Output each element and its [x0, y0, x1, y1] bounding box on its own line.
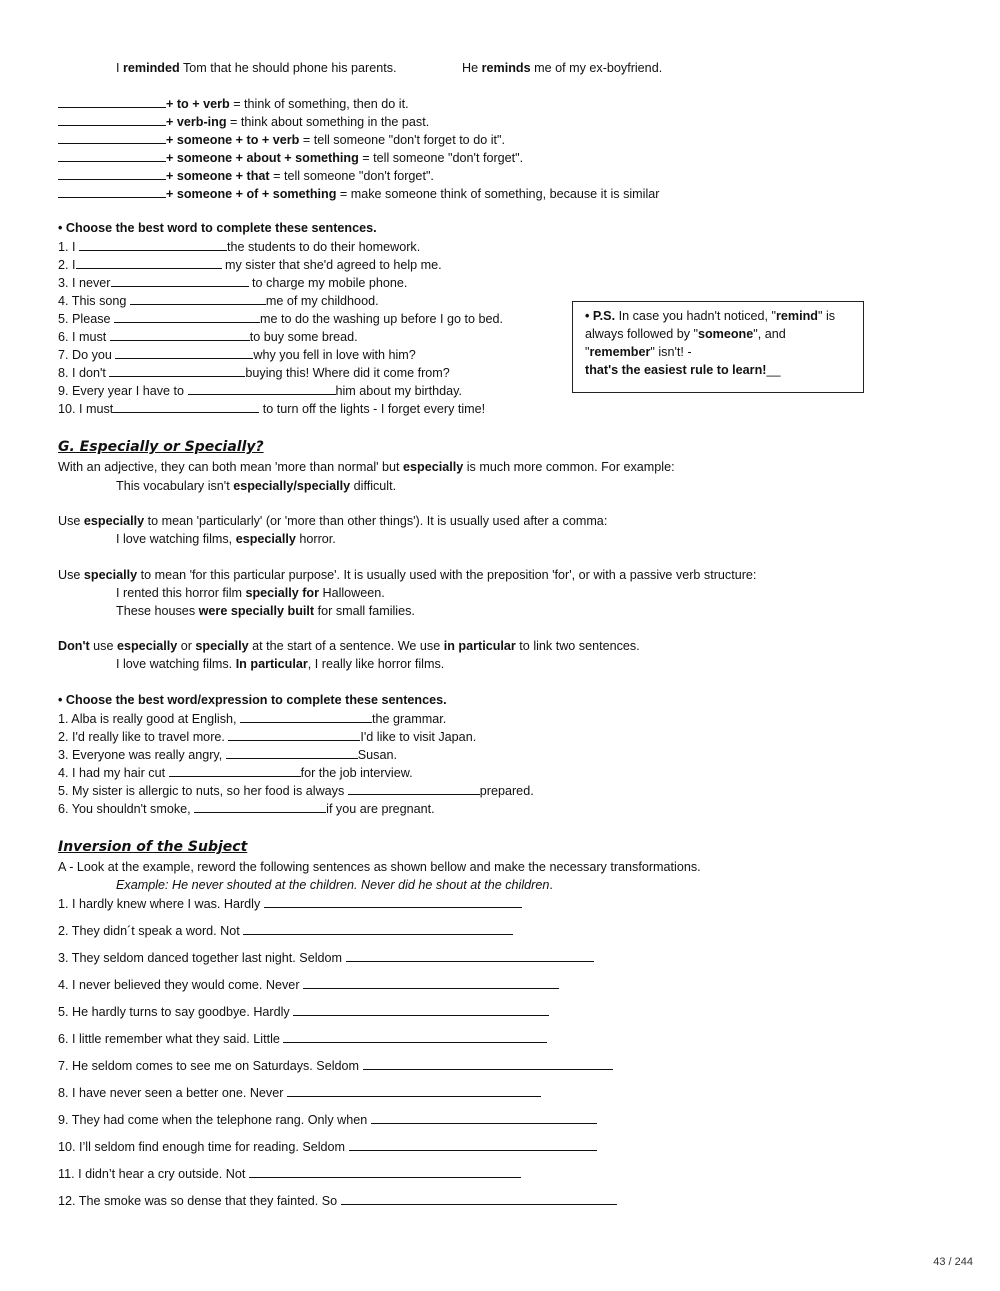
example-sentence: I love watching films. In particular, I really like horror films.	[116, 657, 445, 671]
example-sentence: These houses were specially built for small families.	[116, 604, 415, 618]
exercise-item: 4. This song me of my childhood.	[58, 294, 379, 308]
rewrite-item: 10. I’ll seldom find enough time for reading. Seldom	[58, 1138, 597, 1155]
rewrite-item: 5. He hardly turns to say goodbye. Hardly	[58, 1003, 549, 1020]
example-sentence: Example: He never shouted at the children. Never did he shout at the children.	[116, 878, 553, 892]
exercise-item: 5. Please me to do the washing up before I go to bed.	[58, 312, 503, 326]
rewrite-item: 11. I didn’t hear a cry outside. Not	[58, 1165, 521, 1182]
answer-blank[interactable]	[79, 238, 227, 251]
exercise-item: 4. I had my hair cut for the job interview.	[58, 766, 413, 780]
rewrite-item: 12. The smoke was so dense that they fainted. So	[58, 1192, 617, 1209]
answer-blank[interactable]	[58, 131, 166, 144]
exercise-item: 10. I must to turn off the lights - I forget every time!	[58, 402, 486, 416]
paragraph: Don't use especially or specially at the start of a sentence. We use in particular to link two sentences.	[58, 639, 640, 653]
rewrite-item: 4. I never believed they would come. Never	[58, 976, 559, 993]
exercise-instruction: • Choose the best word to complete these sentences.	[58, 221, 377, 235]
rewrite-item: 7. He seldom comes to see me on Saturdays. Seldom	[58, 1057, 613, 1074]
exercise-item: 2. I my sister that she'd agreed to help me.	[58, 258, 442, 272]
exercise-item: 9. Every year I have to him about my birthday.	[58, 384, 462, 398]
paragraph: With an adjective, they can both mean 'more than normal' but especially is much more common. For example:	[58, 460, 675, 474]
answer-blank[interactable]	[371, 1111, 597, 1124]
answer-blank[interactable]	[109, 364, 245, 377]
pattern-row: + someone + about + something = tell someone "don't forget".	[58, 149, 523, 166]
answer-blank[interactable]	[114, 310, 260, 323]
example-sentence: I love watching films, especially horror.	[116, 532, 336, 546]
rewrite-item: 8. I have never seen a better one. Never	[58, 1084, 541, 1101]
answer-blank[interactable]	[110, 328, 250, 341]
answer-blank[interactable]	[58, 149, 166, 162]
ps-line: that's the easiest rule to learn!__	[585, 363, 781, 377]
answer-blank[interactable]	[363, 1057, 613, 1070]
paragraph: A - Look at the example, reword the following sentences as shown bellow and make the necessary transformations.	[58, 860, 701, 874]
answer-blank[interactable]	[303, 976, 559, 989]
exercise-item: 3. Everyone was really angry, Susan.	[58, 748, 397, 762]
answer-blank[interactable]	[113, 400, 259, 413]
exercise-item: 6. You shouldn't smoke, if you are pregnant.	[58, 802, 435, 816]
example-sentence: This vocabulary isn't especially/specially difficult.	[116, 479, 397, 493]
answer-blank[interactable]	[346, 949, 594, 962]
exercise-item: 3. I never to charge my mobile phone.	[58, 276, 408, 290]
exercise-item: 8. I don't buying this! Where did it come from?	[58, 366, 450, 380]
exercise-item: 1. Alba is really good at English, the grammar.	[58, 712, 447, 726]
answer-blank[interactable]	[169, 764, 301, 777]
exercise-item: 6. I must to buy some bread.	[58, 330, 358, 344]
answer-blank[interactable]	[287, 1084, 541, 1097]
answer-blank[interactable]	[58, 167, 166, 180]
rewrite-item: 9. They had come when the telephone rang. Only when	[58, 1111, 597, 1128]
pattern-row: + verb-ing = think about something in the past.	[58, 113, 429, 130]
example-sentence: I rented this horror film specially for Halloween.	[116, 586, 385, 600]
pattern-row: + someone + of + something = make someone think of something, because it is similar	[58, 185, 659, 202]
answer-blank[interactable]	[349, 1138, 597, 1151]
paragraph: Use specially to mean 'for this particular purpose'. It is usually used with the preposition 'for', or with a passive verb structure:	[58, 568, 757, 582]
answer-blank[interactable]	[115, 346, 253, 359]
answer-blank[interactable]	[341, 1192, 617, 1205]
ps-line: "remember" isn't! -	[585, 345, 692, 359]
section-title-inversion: Inversion of the Subject	[58, 839, 248, 855]
paragraph: Use especially to mean 'particularly' (or 'more than other things'). It is usually used after a comma:	[58, 514, 608, 528]
answer-blank[interactable]	[243, 922, 513, 935]
answer-blank[interactable]	[58, 185, 166, 198]
answer-blank[interactable]	[283, 1030, 547, 1043]
answer-blank[interactable]	[130, 292, 266, 305]
answer-blank[interactable]	[58, 95, 166, 108]
page-number: 43 / 244	[933, 1256, 973, 1268]
exercise-item: 7. Do you why you fell in love with him?	[58, 348, 416, 362]
section-title-especially: G. Especially or Specially?	[58, 439, 264, 455]
answer-blank[interactable]	[194, 800, 326, 813]
exercise-item: 5. My sister is allergic to nuts, so her food is always prepared.	[58, 784, 534, 798]
pattern-row: + someone + that = tell someone "don't forget".	[58, 167, 434, 184]
rewrite-item: 6. I little remember what they said. Little	[58, 1030, 547, 1047]
exercise-item: 2. I'd really like to travel more. I'd like to visit Japan.	[58, 730, 477, 744]
example-reminds: He reminds me of my ex-boyfriend.	[462, 61, 663, 75]
pattern-row: + someone + to + verb = tell someone "don't forget to do it".	[58, 131, 505, 148]
answer-blank[interactable]	[58, 113, 166, 126]
answer-blank[interactable]	[348, 782, 480, 795]
answer-blank[interactable]	[293, 1003, 549, 1016]
answer-blank[interactable]	[249, 1165, 521, 1178]
pattern-row: + to + verb = think of something, then do it.	[58, 95, 409, 112]
rewrite-item: 1. I hardly knew where I was. Hardly	[58, 895, 522, 912]
ps-line: • P.S. In case you hadn't noticed, "remind" is	[585, 309, 836, 323]
answer-blank[interactable]	[228, 728, 360, 741]
ps-line: always followed by "someone", and	[585, 327, 786, 341]
answer-blank[interactable]	[76, 256, 222, 269]
answer-blank[interactable]	[226, 746, 358, 759]
answer-blank[interactable]	[240, 710, 372, 723]
exercise-item: 1. I the students to do their homework.	[58, 240, 421, 254]
answer-blank[interactable]	[188, 382, 336, 395]
answer-blank[interactable]	[264, 895, 522, 908]
exercise-instruction: • Choose the best word/expression to complete these sentences.	[58, 693, 447, 707]
example-reminded: I reminded Tom that he should phone his parents.	[116, 61, 397, 75]
answer-blank[interactable]	[111, 274, 249, 287]
ps-note-box	[572, 301, 864, 393]
rewrite-item: 2. They didn´t speak a word. Not	[58, 922, 513, 939]
rewrite-item: 3. They seldom danced together last night. Seldom	[58, 949, 594, 966]
